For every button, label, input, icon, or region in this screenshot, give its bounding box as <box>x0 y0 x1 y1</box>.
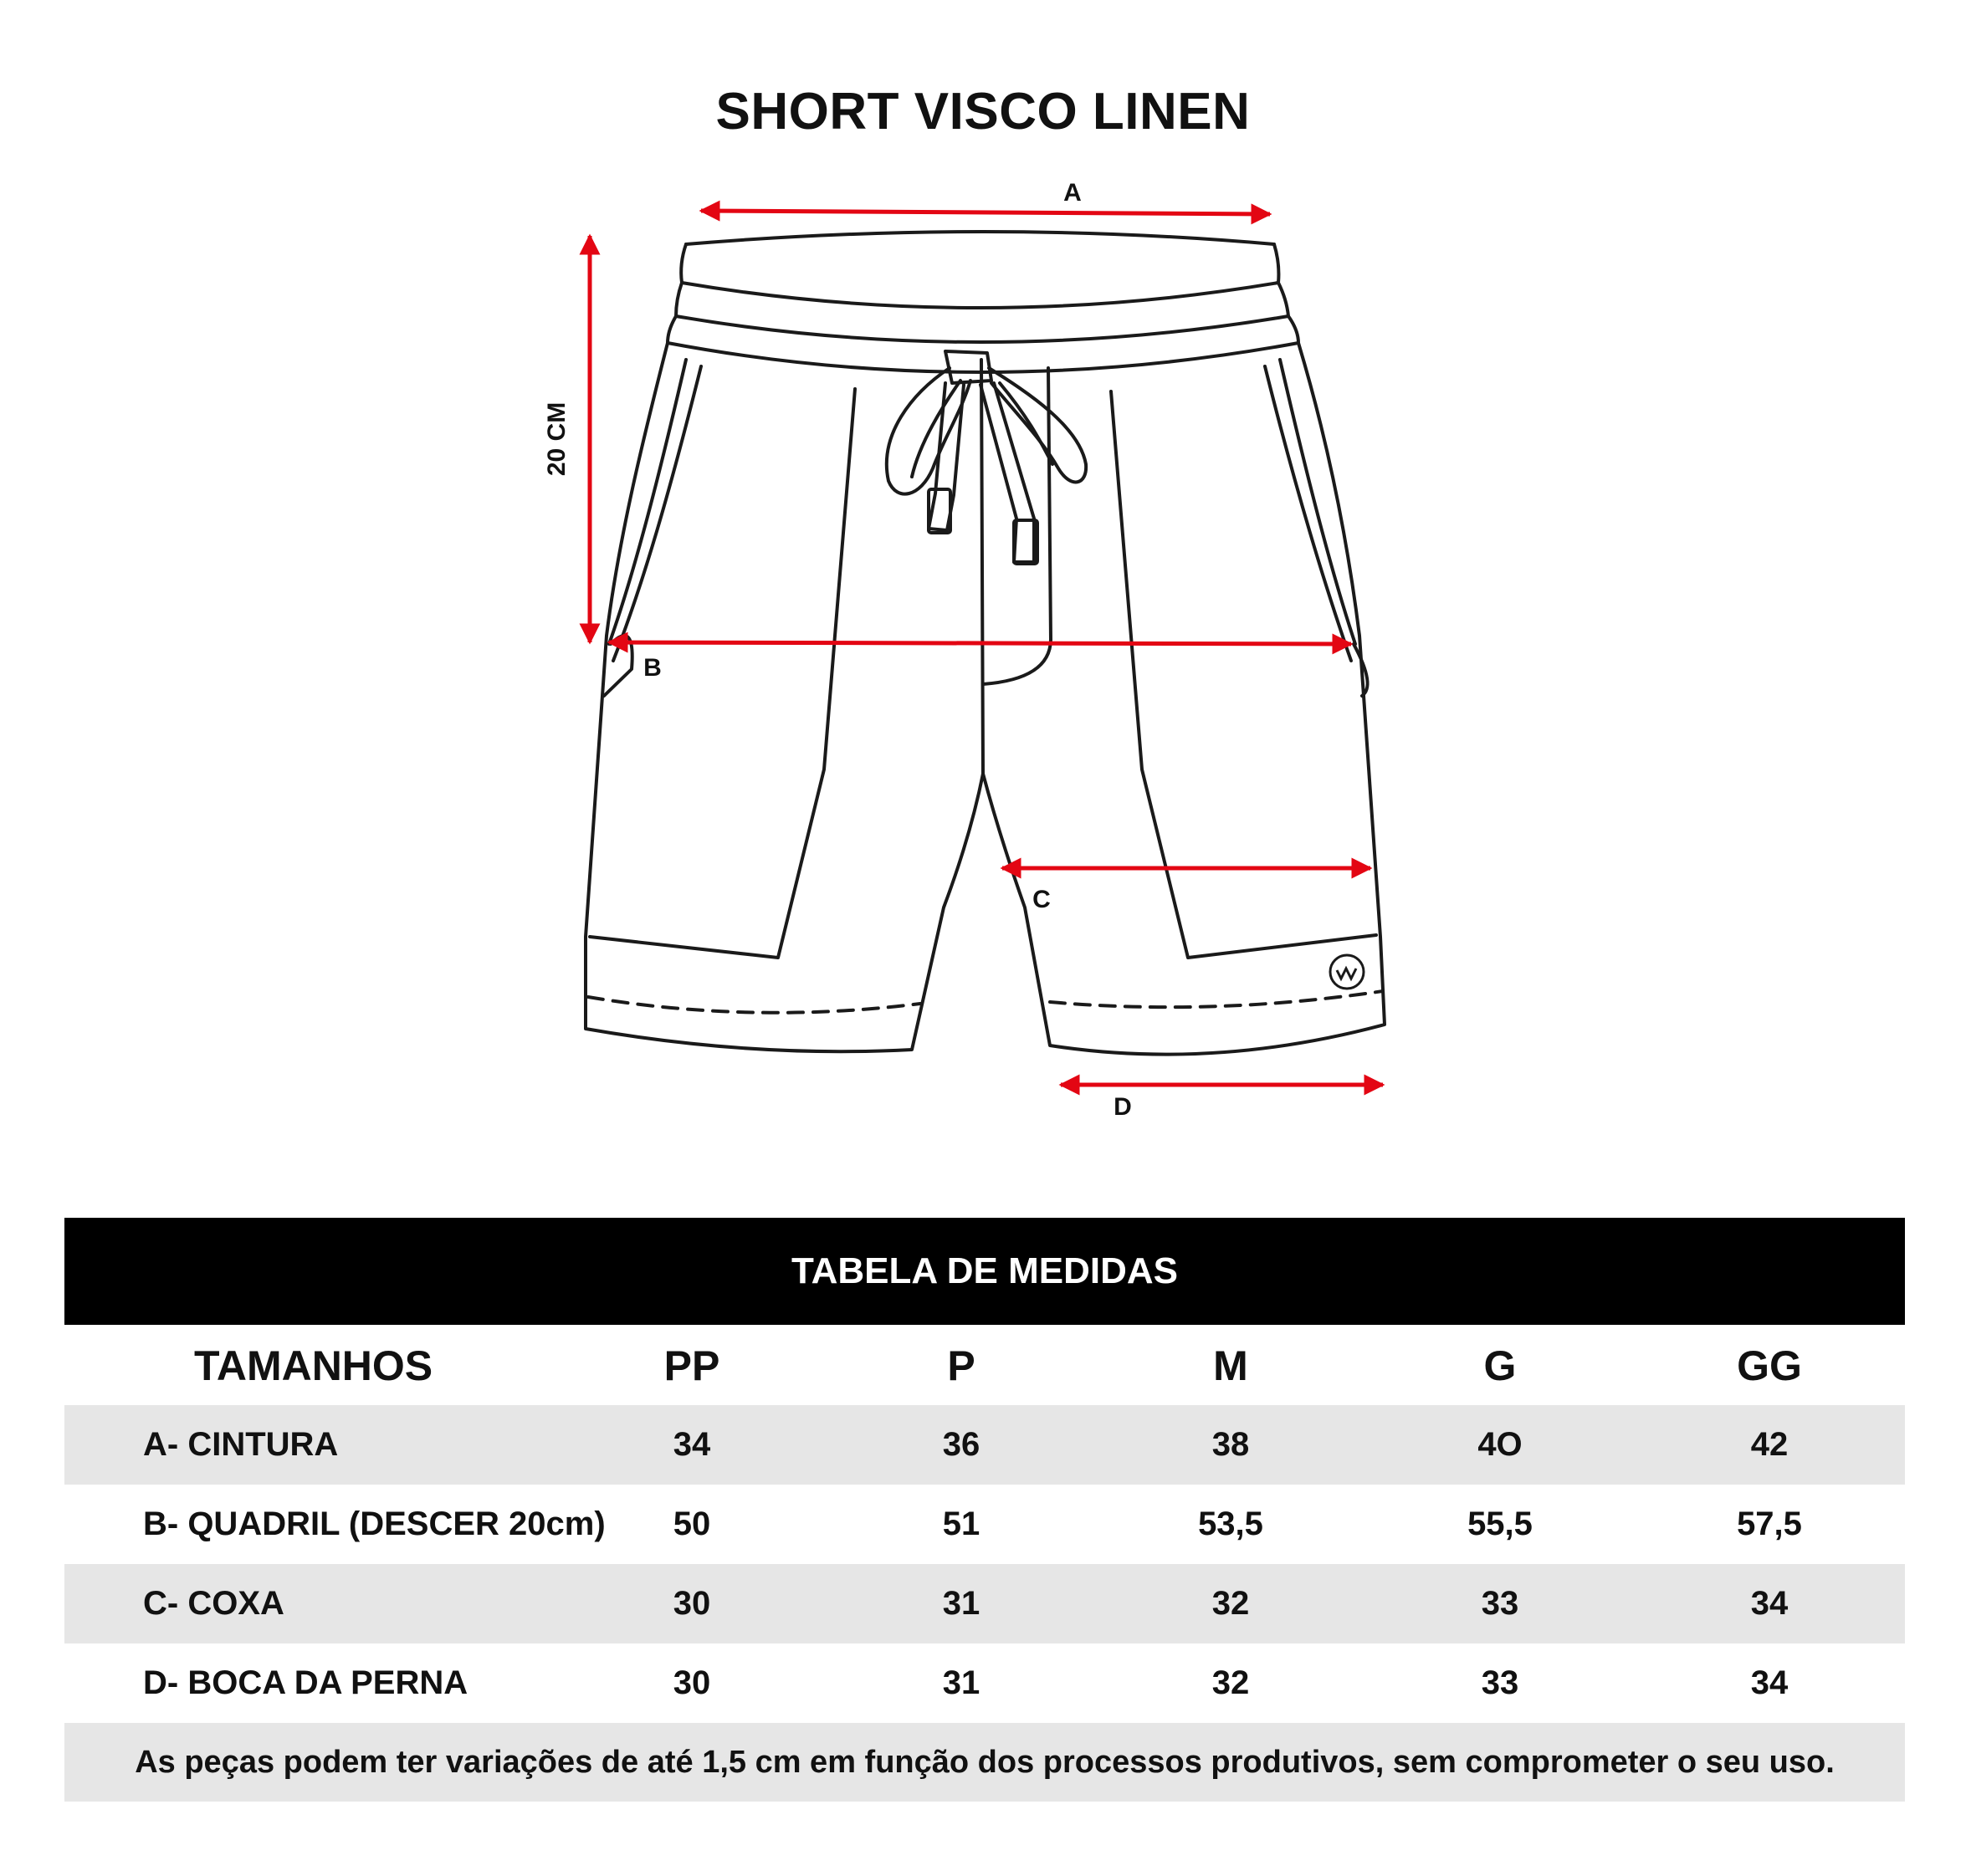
label-height: 20 CM <box>543 401 571 477</box>
table-cell: 34 <box>1750 1664 1789 1701</box>
table-cell: 31 <box>942 1585 980 1622</box>
table-cell: 4O <box>1477 1426 1523 1463</box>
row-name: D- BOCA DA PERNA <box>143 1664 468 1701</box>
table-cell: 50 <box>673 1505 711 1542</box>
table-cell: 53,5 <box>1198 1505 1263 1542</box>
measure-b-arrow <box>609 642 1351 644</box>
label-b: B <box>643 654 662 682</box>
right-hem-stitch <box>1050 991 1383 1007</box>
table-row <box>64 1643 1905 1723</box>
left-hem-stitch <box>588 997 920 1013</box>
table-cell: 51 <box>942 1505 980 1542</box>
table-row <box>64 1405 1905 1485</box>
table-row <box>64 1485 1905 1564</box>
center-seam <box>981 360 983 774</box>
label-c: C <box>1032 886 1051 913</box>
waistband-seam-2 <box>676 316 1288 342</box>
table-cell: 33 <box>1481 1664 1519 1701</box>
table-cell: 33 <box>1481 1585 1519 1622</box>
footnote: As peças podem ter variações de até 1,5 cm em função dos processos produtivos, sem comprometer o seu uso. <box>64 1723 1905 1802</box>
table-cell: 55,5 <box>1467 1505 1533 1542</box>
table-cell: 30 <box>673 1585 711 1622</box>
brand-logo-icon <box>1330 955 1364 989</box>
measure-a-arrow <box>701 211 1270 214</box>
waistband-left-edge <box>681 244 686 283</box>
table-cell: 32 <box>1211 1664 1250 1701</box>
sizes-label: TAMANHOS <box>194 1342 433 1389</box>
table-cell: 30 <box>673 1664 711 1701</box>
row-name: C- COXA <box>143 1585 284 1622</box>
page-title: SHORT VISCO LINEN <box>715 83 1251 141</box>
table-cell: 38 <box>1211 1426 1250 1463</box>
drawstring-knot <box>945 351 991 383</box>
table-cell: 34 <box>1750 1585 1789 1622</box>
table-cell: 31 <box>942 1664 980 1701</box>
row-name: A- CINTURA <box>143 1426 339 1463</box>
waistband-right-edge <box>1274 244 1278 283</box>
table-cell: 57,5 <box>1737 1505 1802 1542</box>
drawstring-end-left <box>929 383 964 530</box>
waistband-top <box>686 232 1274 244</box>
left-pocket-line <box>609 360 686 644</box>
size-pp: PP <box>663 1342 720 1389</box>
size-gg: GG <box>1737 1342 1802 1389</box>
table-heading: TABELA DE MEDIDAS <box>64 1218 1905 1325</box>
label-d: D <box>1114 1093 1132 1121</box>
table-cell: 36 <box>942 1426 980 1463</box>
row-name: B- QUADRIL (DESCER 20cm) <box>143 1505 606 1542</box>
waistband-seam-1 <box>682 283 1278 308</box>
sizes-row <box>64 1326 1905 1405</box>
size-m: M <box>1213 1342 1248 1389</box>
right-panel-seam <box>1111 391 1376 958</box>
table-row <box>64 1564 1905 1643</box>
drawstring-end-right <box>980 383 1034 562</box>
size-g: G <box>1483 1342 1517 1389</box>
label-a: A <box>1063 179 1082 207</box>
table-cell: 34 <box>673 1426 711 1463</box>
table-cell: 32 <box>1211 1585 1250 1622</box>
size-p: P <box>947 1342 975 1389</box>
right-pocket-line <box>1280 360 1355 644</box>
table-cell: 42 <box>1750 1426 1789 1463</box>
